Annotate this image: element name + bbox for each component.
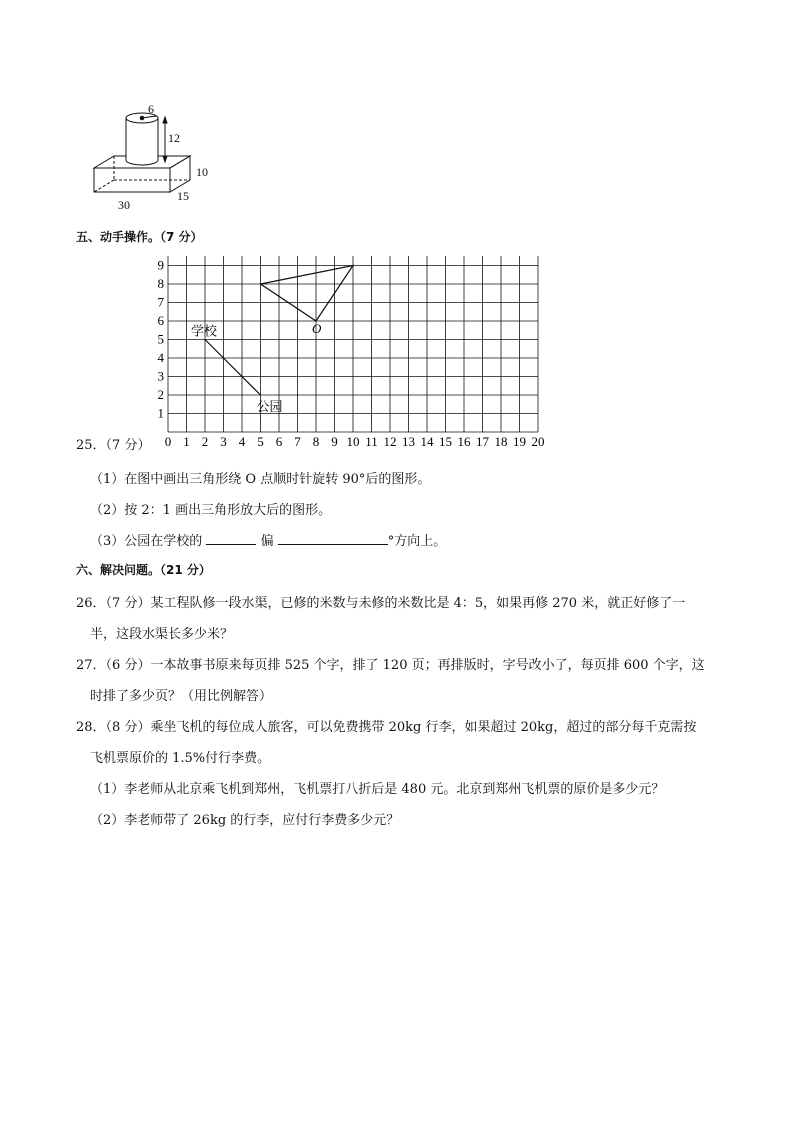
coordinate-grid <box>140 256 550 452</box>
x-tick-label: 14 <box>420 434 434 449</box>
x-tick-label: 19 <box>513 434 526 449</box>
q28-line2: 飞机票原价的 1.5%付行李费。 <box>90 751 271 766</box>
q25-sub3-text-c: °方向上。 <box>387 534 447 549</box>
q25-sub3-text-a: （3）公园在学校的 <box>90 534 203 549</box>
x-tick-label: 11 <box>365 434 378 449</box>
x-tick-label: 10 <box>346 434 360 449</box>
y-tick-label: 3 <box>157 368 164 384</box>
q26-line2: 半，这段水渠长多少米？ <box>90 627 234 642</box>
y-tick-label: 4 <box>157 350 164 365</box>
x-tick-label: 16 <box>457 434 471 449</box>
q25-sub3 <box>90 530 446 549</box>
x-tick-label: 13 <box>402 434 415 449</box>
x-tick-label: 15 <box>439 434 452 449</box>
x-tick-label: 1 <box>183 434 190 449</box>
radius-label: 6 <box>148 102 154 116</box>
x-tick-label: 12 <box>383 434 397 449</box>
y-tick-label: 8 <box>157 276 164 291</box>
height-label: 12 <box>168 131 180 145</box>
q25-sub3-text-b: 偏 <box>260 534 274 549</box>
school-park-segment <box>205 340 261 396</box>
y-tick-label: 5 <box>157 331 164 347</box>
triangle-shape <box>261 266 354 322</box>
q28-sub1: （1）李老师从北京乘飞机到郑州，飞机票打八折后是 480 元。北京到郑州飞机票的原价是多少元？ <box>90 782 665 797</box>
q26-line1: 26．（7 分）某工程队修一段水渠，已修的米数与未修的米数比是 4：5，如果再修 270 米，就正好修了一 <box>76 596 686 611</box>
y-tick-label: 2 <box>157 387 164 402</box>
school-label: 学校 <box>191 323 218 339</box>
y-tick-label: 1 <box>157 405 164 421</box>
q27-line2: 时排了多少页？（用比例解答） <box>90 689 273 704</box>
x-tick-label: 9 <box>331 434 338 449</box>
x-tick-label: 2 <box>201 434 209 449</box>
x-tick-label: 3 <box>220 434 227 449</box>
x-tick-label: 8 <box>312 434 320 449</box>
x-tick-label: 4 <box>238 434 246 449</box>
x-tick-label: 5 <box>257 434 264 449</box>
section6-title: 六、解决问题。（21 分） <box>76 563 211 577</box>
box-width-label: 15 <box>177 189 189 203</box>
x-tick-label: 6 <box>275 434 283 449</box>
x-tick-label: 17 <box>476 434 489 449</box>
q25-blank-angle[interactable] <box>278 532 388 545</box>
box-height-label: 10 <box>196 165 208 179</box>
y-tick-label: 9 <box>157 257 164 273</box>
cylinder-body <box>126 118 158 165</box>
x-tick-label: 0 <box>164 434 172 449</box>
park-label: 公园 <box>256 399 283 414</box>
q27-line1: 27．（6 分）一本故事书原来每页排 525 个字，排了 120 页；再排版时，字号改小了，每页排 600 个字，这 <box>76 658 705 673</box>
x-tick-label: 20 <box>531 434 545 449</box>
q28-sub2: （2）李老师带了 26kg 的行李，应付行李费多少元？ <box>90 813 400 828</box>
y-tick-label: 6 <box>157 313 164 328</box>
x-tick-label: 18 <box>494 434 508 449</box>
box-length-label: 30 <box>118 198 130 212</box>
q25-sub2: （2）按 2：1 画出三角形放大后的图形。 <box>90 503 332 518</box>
x-tick-label: 7 <box>294 434 301 449</box>
section5-title: 五、动手操作。（7 分） <box>76 230 203 244</box>
point-o-label: O <box>312 321 322 336</box>
q25-sub1: （1）在图中画出三角形绕 O 点顺时针旋转 90°后的图形。 <box>90 472 431 487</box>
q25-blank-direction[interactable] <box>206 532 256 545</box>
q25-number: 25．（7 分） <box>76 438 151 453</box>
q28-line1: 28．（8 分）乘坐飞机的每位成人旅客，可以免费携带 20kg 行李，如果超过 20kg，超过的部分每千克需按 <box>76 720 697 735</box>
cuboid-side <box>170 156 190 192</box>
y-tick-label: 7 <box>157 294 164 310</box>
solid-figure <box>88 98 228 216</box>
